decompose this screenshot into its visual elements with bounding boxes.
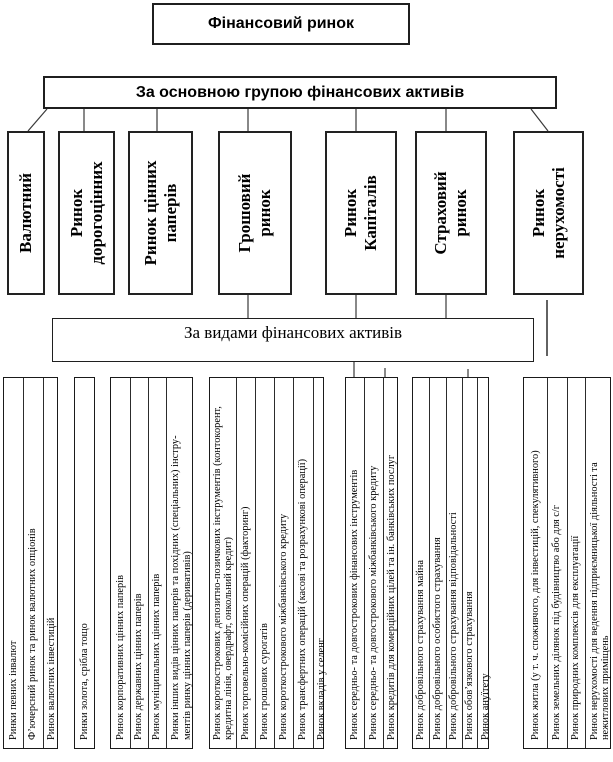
segment-label: Ринок торговельно-комісійних операцій (факторинг) [239, 506, 251, 740]
segment-label: Ринки золота, срібла тощо [78, 623, 90, 740]
market-label: Страховий [431, 171, 450, 255]
segment-cell [547, 378, 567, 748]
group-money [209, 377, 327, 749]
segment-label: кредитна лінія, овердрафт, онкольний кредит) [223, 537, 234, 740]
segment-label: Ринок короткострокового міжбанківського кредиту [277, 513, 289, 740]
segment-label: Ринок вкладів у селенг [315, 638, 327, 740]
market-label: Ринок [528, 188, 548, 238]
segment-cell [43, 378, 61, 748]
segment-label: Ринок грошових сурогатів [258, 623, 270, 740]
type-criterion-box [52, 318, 534, 362]
segment-cell [446, 378, 462, 748]
segment-cell [462, 378, 477, 748]
segment-cell [236, 378, 255, 748]
segment-label: Ринок трансфертних операцій (касові та розрахункові операції) [297, 458, 309, 740]
market-label: паперів [160, 183, 180, 243]
segment-label: Ринок середньо- та довгострокових фінансових інструментів [349, 469, 361, 740]
group-precious-metals [74, 377, 95, 749]
market-label: Грошовий [235, 173, 254, 253]
type-criterion-label: За видами фінансових активів [183, 323, 403, 342]
segment-label: Ринок житла (у т. ч. споживчого, для інвестицій, спекулятивного) [529, 450, 541, 740]
segment-label: Ринок валютних інвестицій [46, 617, 58, 740]
segment-label: Ринок короткострокових депозитно-позичкових інструментів (контокорент, [211, 406, 223, 740]
segment-label: Ринок обов’язкового страхування [463, 591, 475, 740]
segment-label: Ф’ючерсний ринок та ринок валютних опціонів [27, 528, 39, 740]
market-label: ринок [451, 189, 470, 237]
market-label: Капіталів [361, 175, 380, 251]
group-criterion-box [43, 76, 557, 109]
segment-cell [23, 378, 43, 748]
market-box-real-estate [513, 131, 584, 295]
market-box-securities [128, 131, 193, 295]
diagram-title-box [152, 3, 410, 45]
market-label: ринок [255, 189, 274, 237]
group-securities [110, 377, 193, 749]
diagram-title: Фінансовий ринок [207, 15, 354, 32]
segment-cell [166, 378, 197, 748]
group-capital [345, 377, 398, 749]
segment-cell [313, 378, 330, 748]
group-insurance [412, 377, 489, 749]
market-box-insurance [415, 131, 487, 295]
segment-cell [364, 378, 383, 748]
market-box-currency [7, 131, 45, 295]
segment-label: Ринки певних інвалют [7, 640, 19, 740]
segment-cell [130, 378, 148, 748]
segment-cell [429, 378, 446, 748]
segment-label: Ринок середньо- та довгострокового міжбанківського кредиту [367, 465, 379, 740]
group-currency [3, 377, 58, 749]
segment-cell [585, 378, 613, 748]
segment-cell [477, 378, 494, 748]
market-label: Ринок [66, 188, 86, 238]
segment-cell [210, 378, 236, 748]
segment-cell [567, 378, 585, 748]
segment-label: Ринок природних комплексів для експлуатації [570, 535, 582, 740]
market-label: Валютний [16, 172, 35, 254]
segment-cell [524, 378, 547, 748]
market-label: нерухомості [548, 167, 568, 259]
segment-label: нежитлових приміщень [600, 635, 611, 740]
market-box-precious-metals [58, 131, 115, 295]
group-criterion-label: За основною групою фінансових активів [135, 83, 465, 101]
segment-label: Ринок муніципальних цінних паперів [151, 573, 163, 740]
segment-cell [293, 378, 313, 748]
segment-label: Ринок добровільного страхування відповідальності [448, 512, 460, 740]
market-box-capital [325, 131, 397, 295]
group-real-estate [523, 377, 611, 749]
segment-cell [75, 378, 94, 748]
segment-cell [111, 378, 130, 748]
segment-label: Ринок нерухомості для ведення підприємницької діяльності та [588, 462, 600, 740]
segment-label: Ринок добровільного страхування майна [415, 560, 427, 740]
market-box-money [218, 131, 292, 295]
segment-cell [255, 378, 274, 748]
market-label: дорогоцінних [86, 161, 106, 265]
segment-label: ментів ринку цінних паперів (деривативів) [181, 551, 193, 740]
segment-label: Ринок ануїтету [479, 673, 491, 740]
segment-label: Ринок корпоративних цінних паперів [114, 575, 126, 740]
segment-label: Ринки інших видів цінних паперів та похідних (спеціальних) інстру- [170, 435, 181, 740]
segment-cell [148, 378, 166, 748]
segment-cell [413, 378, 429, 748]
segment-cell [4, 378, 23, 748]
segment-cell [346, 378, 364, 748]
segment-label: Ринок державних цінних паперів [133, 593, 145, 740]
market-label: Ринок цінних [140, 160, 160, 266]
market-label: Ринок [341, 188, 360, 238]
segment-label: Ринок кредитів для комерційних цілей та ін. банківських послуг [386, 454, 398, 740]
segment-label: Ринок земельних ділянок під будівництво або для с/г [551, 504, 563, 740]
segment-cell [383, 378, 401, 748]
segment-cell [274, 378, 293, 748]
segment-label: Ринок добровільного особистого страхування [431, 537, 443, 740]
